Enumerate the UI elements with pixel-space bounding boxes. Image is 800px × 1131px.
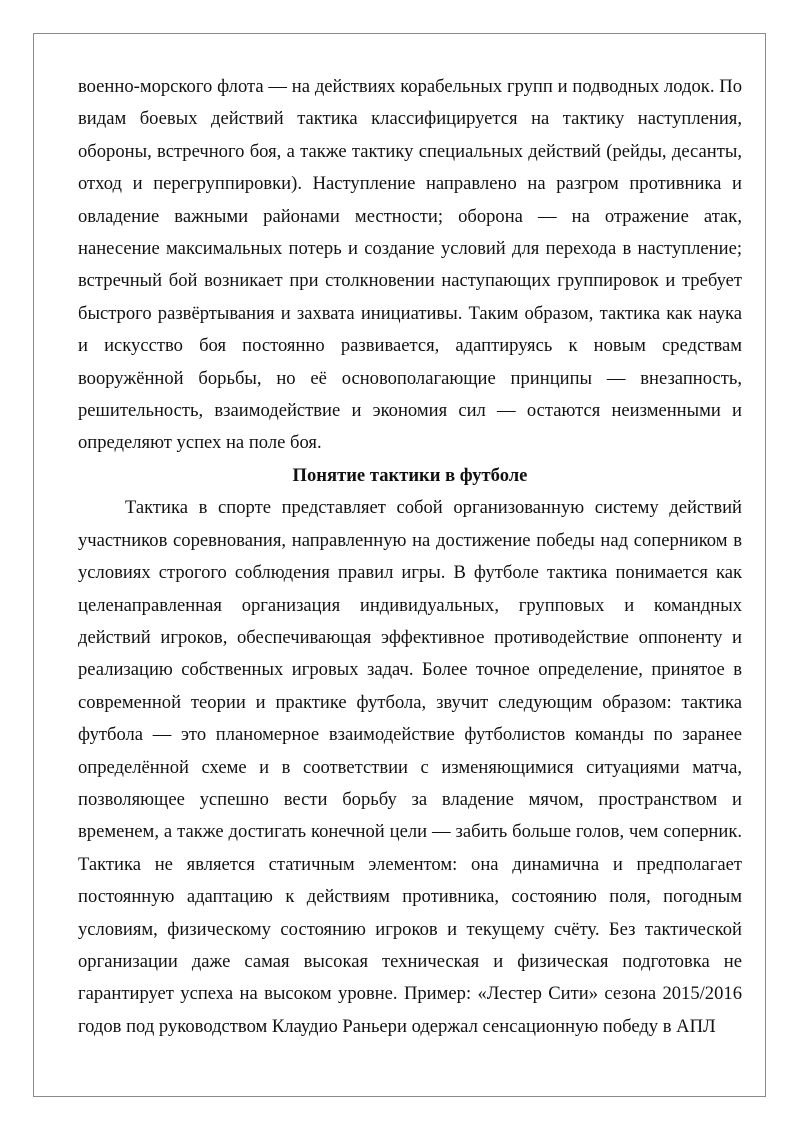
body-paragraph: военно-морского флота — на действиях корабельных групп и подводных лодок. По видам боевых действий тактика классифицируется на тактику наступления, обороны, встречного боя, а также тактику специальных действий (рейды, десанты, отход и перегруппировки). Наступление направлено на разгром противника и овладение важными районами местности; оборона — на отражение атак, нанесение максимальных потерь и создание условий для перехода в наступление; встречный бой возникает при столкновении наступающих группировок и требует быстрого развёртывания и захвата инициативы. Таким образом, тактика как наука и искусство боя постоянно развивается, адаптируясь к новым средствам вооружённой борьбы, но её основополагающие принципы — внезапность, решительность, взаимодействие и экономия сил — остаются неизменными и определяют успех на поле боя.	[78, 76, 742, 454]
document-body	[78, 71, 742, 1043]
body-paragraph: Тактика в спорте представляет собой организованную систему действий участников соревнования, направленную на достижение победы над соперником в условиях строгого соблюдения правил игры. В футболе тактика понимается как целенаправленная организация индивидуальных, групповых и командных действий игроков, обеспечивающая эффективное противодействие оппоненту и реализацию собственных игровых задач. Более точное определение, принятое в современной теории и практике футбола, звучит следующим образом: тактика футбола — это планомерное взаимодействие футболистов команды по заранее определённой схеме и в соответствии с изменяющимися ситуациями матча, позволяющее успешно вести борьбу за владение мячом, пространством и временем, а также достигать конечной цели — забить больше голов, чем соперник. Тактика не является статичным элементом: она динамична и предполагает постоянную адаптацию к действиям противника, состоянию поля, погодным условиям, физическому состоянию игроков и текущему счёту. Без тактической организации даже самая высокая техническая и физическая подготовка не гарантирует успеха на высоком уровне. Пример: «Лестер Сити» сезона 2015/2016 годов под руководством Клаудио Раньери одержал сенсационную победу в АПЛ	[78, 497, 742, 1037]
section-heading: Понятие тактики в футболе	[292, 464, 528, 486]
